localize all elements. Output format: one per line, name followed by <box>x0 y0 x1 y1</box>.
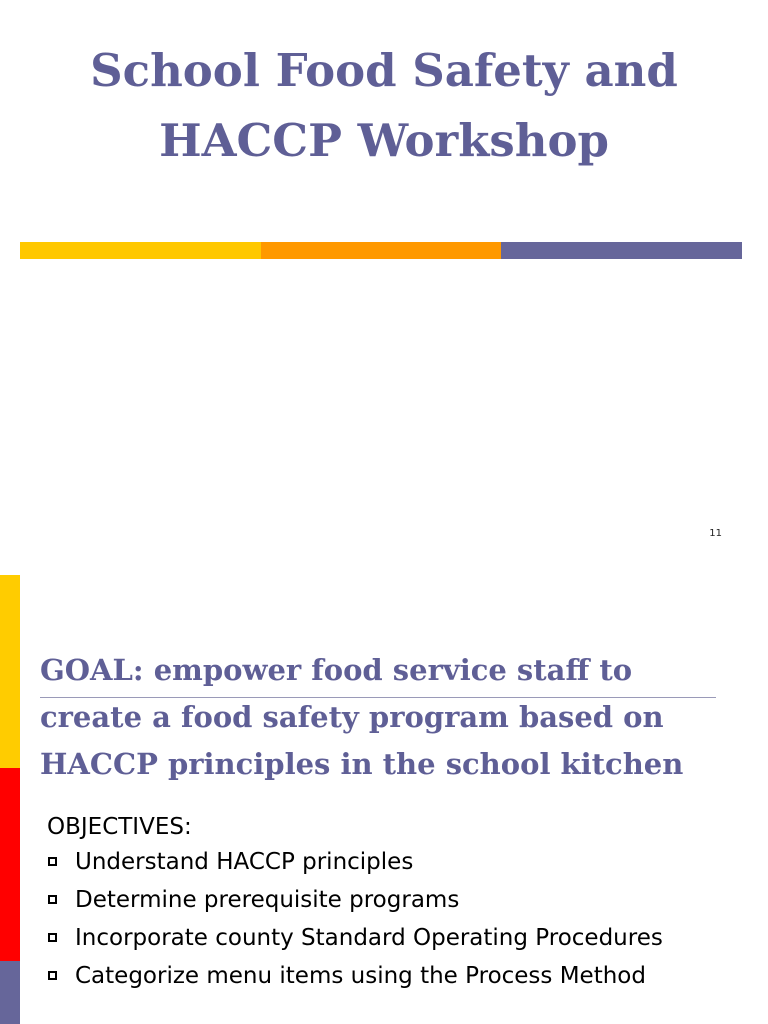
side-bar-purple <box>0 961 20 1024</box>
goal-divider <box>40 697 716 698</box>
square-bullet-icon <box>48 857 57 866</box>
goal-heading <box>40 647 740 788</box>
objective-item <box>48 885 748 915</box>
objective-item <box>48 923 748 953</box>
slide-number: 11 <box>709 528 722 539</box>
objectives-heading: OBJECTIVES: <box>47 814 192 840</box>
title-color-bar <box>20 242 742 259</box>
objectives-list <box>48 847 748 999</box>
goal-line-2: create a food safety program based on <box>40 700 664 734</box>
objective-text: Determine prerequisite programs <box>75 887 460 913</box>
slide-title <box>20 36 748 176</box>
goal-line-1: GOAL: empower food service staff to <box>40 653 633 687</box>
objective-text: Incorporate county Standard Operating Procedures <box>75 925 663 951</box>
slide-title-line-2: HACCP Workshop <box>159 114 609 167</box>
goal-line-3: HACCP principles in the school kitchen <box>40 747 684 781</box>
square-bullet-icon <box>48 933 57 942</box>
color-bar-orange <box>261 242 502 259</box>
slide-2 <box>0 575 768 1024</box>
side-bar-yellow <box>0 575 20 768</box>
square-bullet-icon <box>48 971 57 980</box>
color-bar-purple <box>501 242 742 259</box>
objective-item <box>48 961 748 991</box>
objective-text: Categorize menu items using the Process Method <box>75 963 646 989</box>
side-bar-red <box>0 768 20 961</box>
objective-text: Understand HACCP principles <box>75 849 414 875</box>
objective-item <box>48 847 748 877</box>
slide-title-line-1: School Food Safety and <box>90 44 678 97</box>
square-bullet-icon <box>48 895 57 904</box>
color-bar-yellow <box>20 242 261 259</box>
side-color-bar <box>0 575 20 1024</box>
